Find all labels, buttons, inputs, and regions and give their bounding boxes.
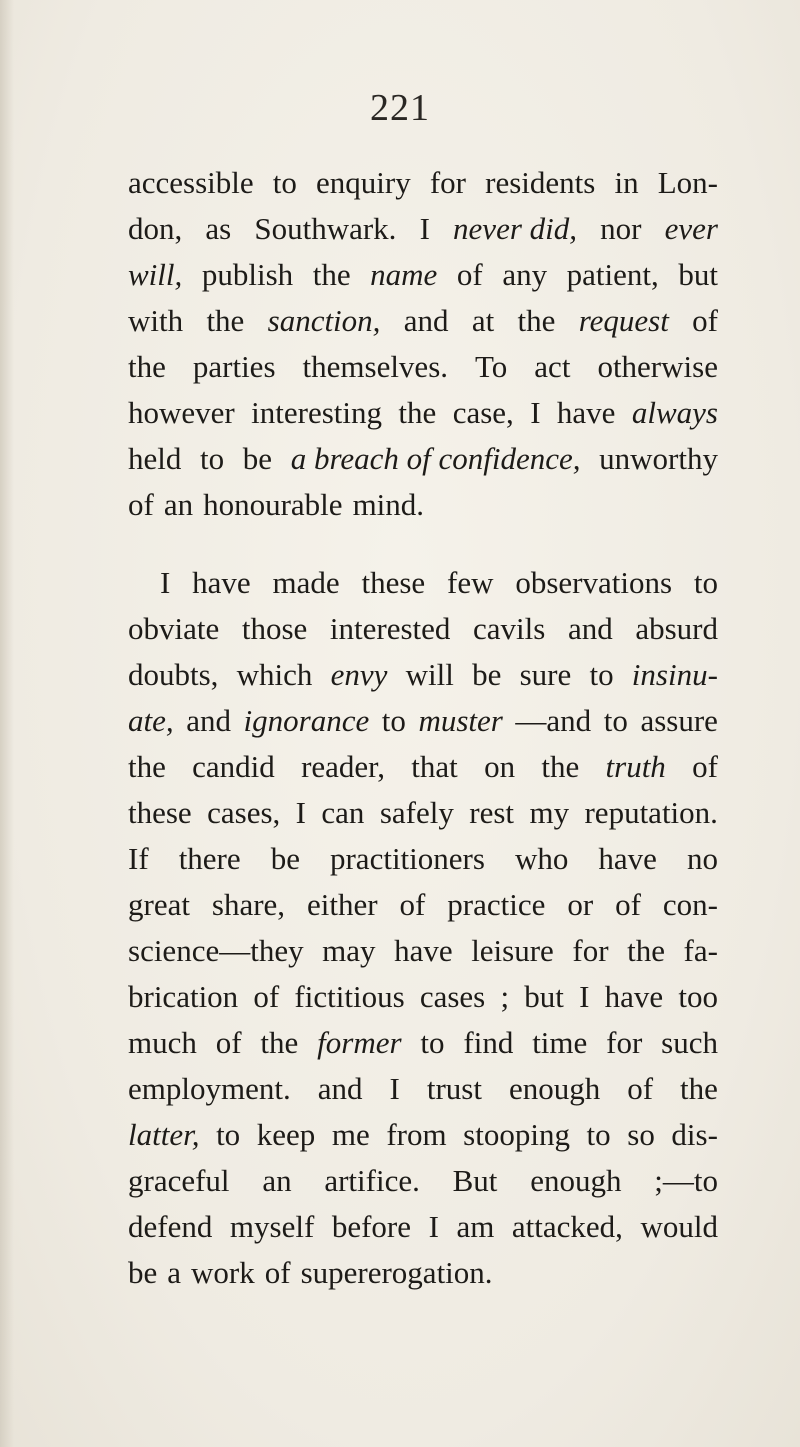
italic-word: ate, xyxy=(128,703,174,738)
word: supererogation. xyxy=(300,1255,493,1290)
word: obviate xyxy=(128,611,220,646)
text-line xyxy=(128,252,718,298)
word: have xyxy=(192,565,251,600)
paragraph xyxy=(128,560,718,1296)
word: observations xyxy=(515,565,673,600)
text-line xyxy=(128,836,718,882)
text-line xyxy=(128,1066,718,1112)
word: for xyxy=(606,1025,643,1060)
word: I xyxy=(389,1071,400,1106)
word: employment. xyxy=(128,1071,291,1106)
word: time xyxy=(532,1025,588,1060)
word: I xyxy=(419,211,430,246)
italic-word: will, xyxy=(128,257,183,292)
word: the xyxy=(680,1071,718,1106)
paragraph-gap xyxy=(128,528,718,560)
word: assure xyxy=(640,703,718,738)
word: a xyxy=(167,1255,182,1290)
word: any xyxy=(502,257,548,292)
word: enough xyxy=(508,1071,601,1106)
text-line xyxy=(128,698,718,744)
word: of xyxy=(627,1071,654,1106)
text-line xyxy=(128,974,718,1020)
word: my xyxy=(529,795,570,830)
word: have xyxy=(394,933,453,968)
word: those xyxy=(241,611,308,646)
word: to xyxy=(693,565,718,600)
word: stooping xyxy=(463,1117,570,1152)
italic-word: ever xyxy=(664,211,718,246)
word: and xyxy=(403,303,449,338)
word: doubts, xyxy=(128,657,219,692)
word: reader, xyxy=(301,749,386,784)
word: accessible xyxy=(128,165,254,200)
word: the xyxy=(128,349,166,384)
word: I xyxy=(160,565,171,600)
word: to xyxy=(381,703,406,738)
word: to xyxy=(603,703,628,738)
word: before xyxy=(331,1209,412,1244)
italic-word: always xyxy=(631,395,718,430)
word: I xyxy=(579,979,590,1014)
word: attacked, xyxy=(511,1209,623,1244)
word: enquiry xyxy=(316,165,411,200)
word: nor xyxy=(600,211,642,246)
word: myself xyxy=(229,1209,315,1244)
word: to xyxy=(589,657,614,692)
word: cases xyxy=(419,979,486,1014)
word: residents xyxy=(485,165,596,200)
text-line xyxy=(128,744,718,790)
word: sure xyxy=(519,657,572,692)
word: held xyxy=(128,441,182,476)
text-line xyxy=(128,1158,718,1204)
word: to xyxy=(200,441,225,476)
text-line xyxy=(128,482,718,528)
text-line xyxy=(128,160,718,206)
word: or xyxy=(567,887,594,922)
word: to xyxy=(420,1025,445,1060)
word: of xyxy=(692,303,718,338)
word: there xyxy=(178,841,241,876)
text-line xyxy=(128,1112,718,1158)
word: either xyxy=(307,887,378,922)
word: be xyxy=(472,657,502,692)
word: the xyxy=(627,933,665,968)
word: but xyxy=(524,979,564,1014)
word: and xyxy=(317,1071,363,1106)
italic-word: ignorance xyxy=(243,703,370,738)
word: would xyxy=(640,1209,718,1244)
word: few xyxy=(447,565,494,600)
word: with xyxy=(128,303,184,338)
word: Lon- xyxy=(657,165,718,200)
word: these xyxy=(128,795,192,830)
word: be xyxy=(128,1255,158,1290)
word: —and xyxy=(515,703,592,738)
word: to xyxy=(272,165,297,200)
text-line xyxy=(128,206,718,252)
word: and xyxy=(567,611,613,646)
word: reputation. xyxy=(584,795,718,830)
word: parties xyxy=(192,349,276,384)
word: defend xyxy=(128,1209,213,1244)
italic-word: never did, xyxy=(453,211,578,246)
word: work xyxy=(191,1255,255,1290)
word: for xyxy=(572,933,609,968)
word: enough xyxy=(530,1163,622,1198)
word: dis- xyxy=(671,1117,718,1152)
word: have xyxy=(556,395,616,430)
text-line xyxy=(128,606,718,652)
word: such xyxy=(661,1025,718,1060)
italic-word: truth xyxy=(605,749,666,784)
word: and xyxy=(186,703,231,738)
word: the xyxy=(517,303,556,338)
word: at xyxy=(471,303,495,338)
word: science—they xyxy=(128,933,304,968)
word: patient, xyxy=(566,257,659,292)
word: otherwise xyxy=(597,349,718,384)
text-line xyxy=(128,298,718,344)
word: Southwark. xyxy=(254,211,397,246)
word: honourable xyxy=(203,487,343,522)
word: will xyxy=(405,657,454,692)
word: but xyxy=(678,257,718,292)
italic-word: insinu- xyxy=(631,657,718,692)
word: themselves. xyxy=(302,349,449,384)
word: can xyxy=(321,795,365,830)
word: absurd xyxy=(635,611,718,646)
word: mind. xyxy=(352,487,425,522)
word: I xyxy=(295,795,306,830)
word: I xyxy=(428,1209,439,1244)
italic-word: request xyxy=(578,303,669,338)
italic-word: a breach of confidence, xyxy=(290,441,581,476)
word: of xyxy=(692,749,718,784)
page-gutter-shadow xyxy=(0,0,14,1447)
italic-word: muster xyxy=(418,703,503,738)
word: who xyxy=(514,841,569,876)
word: much xyxy=(128,1025,197,1060)
word: ; xyxy=(500,979,510,1014)
word: the xyxy=(312,257,351,292)
word: find xyxy=(463,1025,514,1060)
word: leisure xyxy=(471,933,554,968)
word: of xyxy=(128,487,154,522)
word: cases, xyxy=(207,795,281,830)
word: practice xyxy=(447,887,546,922)
word: that xyxy=(411,749,458,784)
word: me xyxy=(331,1117,370,1152)
word: cavils xyxy=(473,611,546,646)
text-line xyxy=(128,928,718,974)
word: trust xyxy=(426,1071,482,1106)
word: so xyxy=(627,1117,655,1152)
word: of xyxy=(264,1255,291,1290)
word: no xyxy=(686,841,718,876)
word: of xyxy=(215,1025,242,1060)
word: of xyxy=(456,257,483,292)
word: on xyxy=(484,749,516,784)
word: rest xyxy=(469,795,515,830)
text-line xyxy=(128,1250,718,1296)
word: have xyxy=(598,841,657,876)
text-line xyxy=(128,1204,718,1250)
word: interested xyxy=(329,611,451,646)
word: may xyxy=(322,933,376,968)
word: candid xyxy=(192,749,275,784)
word: to xyxy=(586,1117,611,1152)
text-line xyxy=(128,1020,718,1066)
italic-word: envy xyxy=(330,657,388,692)
word: safely xyxy=(379,795,454,830)
body-text xyxy=(128,160,718,1296)
paragraph xyxy=(128,160,718,528)
page-number: 221 xyxy=(370,87,430,129)
text-line xyxy=(128,436,718,482)
word: which xyxy=(236,657,313,692)
word: If xyxy=(128,841,149,876)
italic-word: former xyxy=(317,1025,402,1060)
word: have xyxy=(604,979,664,1014)
word: made xyxy=(272,565,340,600)
word: case, xyxy=(452,395,514,430)
word: graceful xyxy=(128,1163,230,1198)
word: artifice. xyxy=(324,1163,420,1198)
italic-word: name xyxy=(370,257,438,292)
word: the xyxy=(260,1025,299,1060)
text-line xyxy=(128,560,718,606)
word: am xyxy=(456,1209,495,1244)
word: share, xyxy=(211,887,286,922)
word: to xyxy=(216,1117,241,1152)
text-line xyxy=(128,652,718,698)
word: keep xyxy=(256,1117,316,1152)
word: But xyxy=(452,1163,498,1198)
word: con- xyxy=(662,887,718,922)
word: interesting xyxy=(251,395,382,430)
word: of xyxy=(399,887,426,922)
word: these xyxy=(361,565,426,600)
word: as xyxy=(205,211,232,246)
word: from xyxy=(386,1117,447,1152)
word: the xyxy=(206,303,245,338)
word: the xyxy=(128,749,166,784)
text-line xyxy=(128,390,718,436)
word: the xyxy=(398,395,437,430)
word: be xyxy=(242,441,273,476)
word: ;—to xyxy=(654,1163,718,1198)
word: To xyxy=(475,349,508,384)
word: act xyxy=(534,349,571,384)
word: of xyxy=(253,979,280,1014)
word: an xyxy=(163,487,194,522)
text-line xyxy=(128,790,718,836)
text-line xyxy=(128,344,718,390)
word: of xyxy=(615,887,641,922)
word: publish xyxy=(201,257,294,292)
word: an xyxy=(262,1163,292,1198)
word: practitioners xyxy=(329,841,485,876)
word: too xyxy=(678,979,718,1014)
word: in xyxy=(614,165,639,200)
word: great xyxy=(128,887,190,922)
word: fictitious xyxy=(294,979,405,1014)
word: brication xyxy=(128,979,239,1014)
word: unworthy xyxy=(599,441,718,476)
word: however xyxy=(128,395,235,430)
word: for xyxy=(429,165,467,200)
text-line xyxy=(128,882,718,928)
word: I xyxy=(530,395,541,430)
word: the xyxy=(541,749,580,784)
word: fa- xyxy=(683,933,718,968)
word: be xyxy=(270,841,300,876)
word: don, xyxy=(128,211,183,246)
italic-word: sanction, xyxy=(267,303,381,338)
italic-word: latter, xyxy=(128,1117,200,1152)
